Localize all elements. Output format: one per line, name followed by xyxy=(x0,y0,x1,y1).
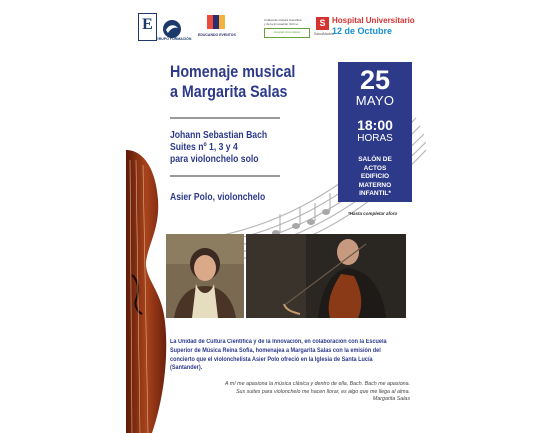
grupo-formacion-caption: GRUPO FORMACIÓN xyxy=(156,37,192,41)
title-line2: a Margarita Salas xyxy=(170,82,288,101)
program-line1: Johann Sebastian Bach xyxy=(170,129,268,141)
hospital-name-line1: Hospital Universitario xyxy=(332,16,415,25)
event-month: MAYO xyxy=(355,93,395,108)
event-description: La Unidad de Cultura Científica y de la Innovación, en colaboración con la Escuela Superior de Música Reina Sofía, homenajea a Margarita Salas con la emisión del concierto que el violonchelista Asier Polo ofreció en la Iglesia de Santa Lucía (Santander). xyxy=(170,339,387,372)
event-day: 25 xyxy=(359,65,391,95)
quote-line1: A mí me apasiona la música clásica y dentro de ella, Bach. Bach me apasiona. xyxy=(225,381,410,387)
venue-line4: MATERNO xyxy=(358,181,392,189)
program-divider xyxy=(170,175,280,177)
title-line1: Homenaje musical xyxy=(170,62,296,81)
ucc-logo xyxy=(264,18,310,38)
quote-line2: Sus suites para violonchelo me hacen llorar, es algo que me llega al alma. xyxy=(235,388,410,395)
poster-title xyxy=(170,62,295,102)
program-text xyxy=(170,129,267,165)
program-line3: para violonchelo solo xyxy=(170,153,259,165)
ucc-line2: y de la Innovación UCC+i xyxy=(264,22,298,26)
venue-line5: INFANTIL* xyxy=(359,190,391,197)
margarita-salas-photo xyxy=(166,234,244,318)
venue-line3: EDIFICIO xyxy=(360,173,390,180)
concert-poster xyxy=(126,0,426,433)
salud-madrid-caption: SaludMadrid xyxy=(314,32,334,36)
cellist-illustration xyxy=(246,234,406,318)
escuela-logo xyxy=(138,13,157,41)
asier-polo-photo xyxy=(246,234,406,318)
salud-madrid-icon: S xyxy=(316,17,329,30)
escuela-logo-letter: E xyxy=(142,16,153,33)
margarita-quote xyxy=(186,381,410,404)
event-date-box xyxy=(338,62,412,202)
hospital-name-line2: 12 de Octubre xyxy=(332,26,393,36)
quote-author: Margarita Salas xyxy=(372,396,410,402)
title-divider xyxy=(170,117,280,119)
venue-line1: SALÓN DE xyxy=(358,156,392,163)
ucc-line1: Unidad de Cultura Científica xyxy=(264,18,302,22)
venue-line2: ACTOS xyxy=(363,164,387,172)
program-line2: Suites nº 1, 3 y 4 xyxy=(170,141,238,153)
educando-eventos-logo xyxy=(204,13,228,31)
portrait-illustration xyxy=(166,234,244,318)
capacity-footnote: *Hasta completar aforo xyxy=(348,211,398,216)
event-hours-label: HORAS xyxy=(357,133,393,144)
event-venue xyxy=(338,156,412,199)
event-time: 18:00 xyxy=(357,117,393,133)
performer-name: Asier Polo, violonchelo xyxy=(170,191,266,203)
partner-logos xyxy=(126,0,426,50)
educando-eventos-caption: EDUCANDO EVENTOS xyxy=(198,33,236,37)
ucc-box: Hospital Universitario xyxy=(264,28,310,38)
